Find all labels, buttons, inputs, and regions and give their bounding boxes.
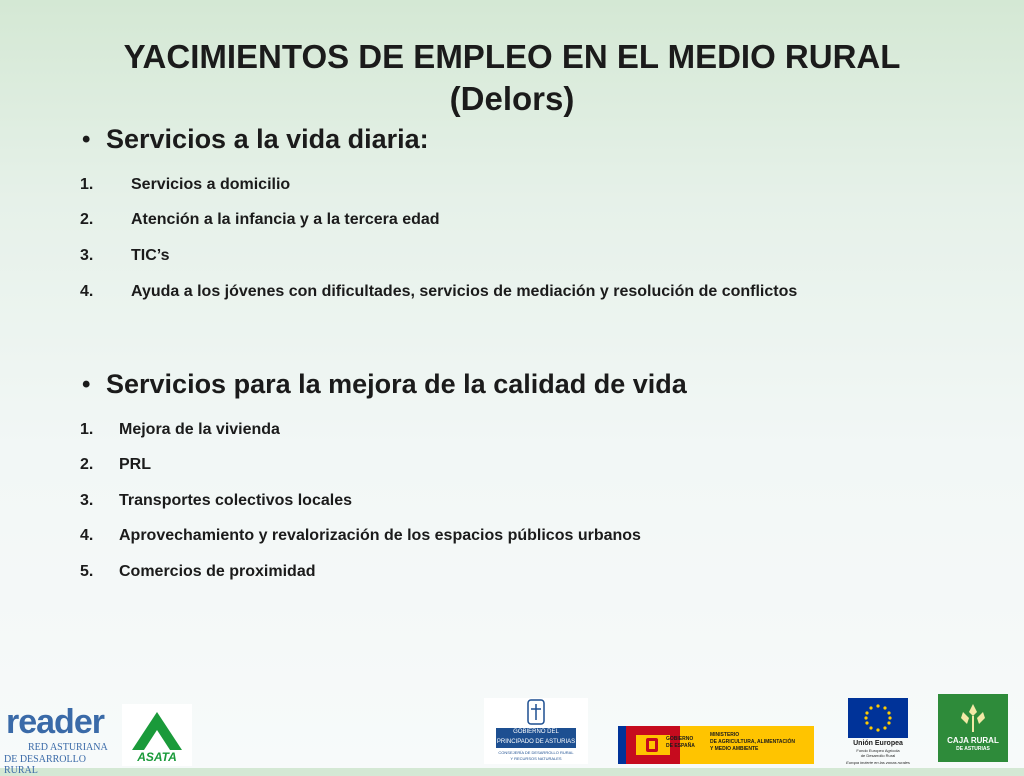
item-number: 3. <box>80 247 94 264</box>
section-heading-text: Servicios a la vida diaria: <box>106 124 429 154</box>
list-item <box>80 211 440 229</box>
slide-title <box>0 36 1024 120</box>
principado-line-4: Y RECURSOS NATURALES <box>510 756 562 761</box>
list-item <box>80 492 352 510</box>
item-number: 5. <box>80 563 94 580</box>
list-item <box>80 421 280 439</box>
title-line-1: YACIMIENTOS DE EMPLEO EN EL MEDIO RURAL <box>123 38 901 75</box>
list-item <box>80 456 151 474</box>
principado-logo <box>484 698 588 764</box>
list-item <box>80 283 797 301</box>
eu-line-2: Fondo Europeo Agrícola <box>856 748 900 753</box>
item-number: 1. <box>80 421 94 438</box>
reader-logo <box>2 702 116 776</box>
item-number: 4. <box>80 283 94 300</box>
asturias-shield-icon <box>484 698 588 728</box>
eu-line-1: Unión Europea <box>853 740 903 747</box>
bullet-dot: • <box>82 125 91 153</box>
item-text: Servicios a domicilio <box>131 176 291 193</box>
principado-line-3: CONSEJERÍA DE DESARROLLO RURAL <box>498 750 574 755</box>
title-line-2: (Delors) <box>449 80 575 117</box>
item-number: 3. <box>80 492 94 509</box>
wheat-icon <box>955 700 991 734</box>
principado-line-2: PRINCIPADO DE ASTURIAS <box>496 739 576 745</box>
item-text: Comercios de proximidad <box>119 563 316 580</box>
gobierno-line-1: GOBIERNO <box>666 736 694 742</box>
section-heading-text: Servicios para la mejora de la calidad de vida <box>106 369 687 399</box>
item-text: TIC’s <box>131 247 170 264</box>
list-item <box>80 563 316 581</box>
gobierno-line-2: DE ESPAÑA <box>666 743 695 749</box>
list-item <box>80 176 290 194</box>
eu-line-3: de Desarrollo Rural <box>860 753 896 758</box>
ministerio-line-3: Y MEDIO AMBIENTE <box>710 746 759 752</box>
eu-strip <box>618 726 626 764</box>
item-number: 2. <box>80 211 94 228</box>
eu-line-4: Europa invierte en las zonas rurales <box>846 760 910 765</box>
asata-logo <box>122 704 192 766</box>
item-text: Aprovechamiento y revalorización de los espacios públicos urbanos <box>119 527 641 544</box>
ministerio-line-2: DE AGRICULTURA, ALIMENTACIÓN <box>710 739 795 745</box>
caja-rural-line-1: CAJA RURAL <box>947 736 999 745</box>
caja-rural-logo <box>938 694 1008 762</box>
caja-rural-line-2: DE ASTURIAS <box>956 746 990 752</box>
bullet-dot: • <box>82 370 91 398</box>
section-heading-quality-of-life <box>82 369 687 400</box>
item-number: 2. <box>80 456 94 473</box>
item-text: Mejora de la vivienda <box>119 421 280 438</box>
sponsor-logos <box>0 690 1024 776</box>
reader-line-2: DE DESARROLLO RURAL <box>4 754 86 776</box>
asata-text: ASATA <box>137 750 177 764</box>
ministerio-logo <box>618 726 814 764</box>
eu-flag-icon <box>848 698 908 738</box>
list-item <box>80 247 170 265</box>
item-number: 1. <box>80 176 94 193</box>
item-text: Ayuda a los jóvenes con dificultades, servicios de mediación y resolución de conflictos <box>131 283 798 300</box>
section-heading-daily-life <box>82 124 429 155</box>
item-number: 4. <box>80 527 94 544</box>
list-item <box>80 527 641 545</box>
item-text: Atención a la infancia y a la tercera edad <box>131 211 440 228</box>
reader-line-1: RED ASTURIANA <box>28 742 108 753</box>
item-text: Transportes colectivos locales <box>119 492 352 509</box>
spain-coat-of-arms-icon <box>644 736 660 754</box>
reader-wordmark: reader <box>6 703 104 741</box>
ministerio-line-1: MINISTERIO <box>710 732 740 738</box>
principado-line-1: GOBIERNO DEL <box>513 729 559 735</box>
item-text: PRL <box>119 456 151 473</box>
eu-logo <box>840 696 916 768</box>
